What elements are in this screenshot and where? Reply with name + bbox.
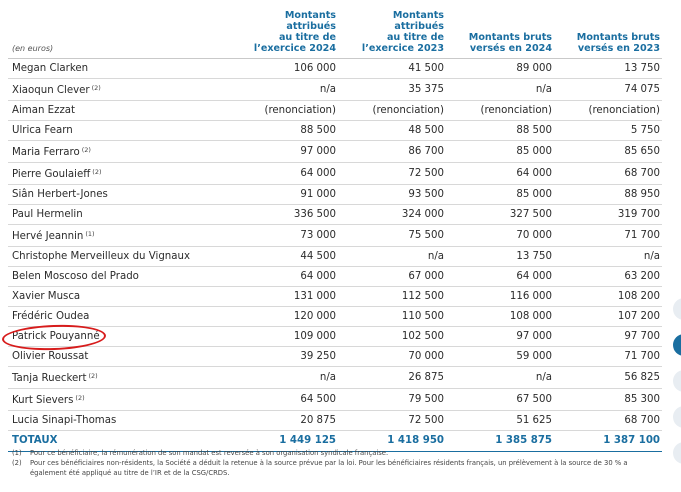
amount-cell: 120 000 xyxy=(230,307,338,327)
table-row xyxy=(8,101,662,121)
side-nav-dot[interactable] xyxy=(673,298,681,320)
side-nav-dot[interactable] xyxy=(673,370,681,392)
footnote-ref: (1) xyxy=(85,230,95,238)
amount-cell: 70 000 xyxy=(338,347,446,367)
table-row xyxy=(8,59,662,79)
amount-cell: 88 950 xyxy=(554,185,662,205)
amount-cell: 85 000 xyxy=(446,141,554,163)
amount-cell: 51 625 xyxy=(446,411,554,431)
amount-cell: 324 000 xyxy=(338,205,446,225)
amount-cell: 106 000 xyxy=(230,59,338,79)
amount-cell: 71 700 xyxy=(554,347,662,367)
amount-cell: 91 000 xyxy=(230,185,338,205)
table-header-row xyxy=(8,8,662,59)
table-row xyxy=(8,367,662,389)
footnote-ref: (2) xyxy=(88,372,98,380)
beneficiary-name: Maria Ferraro $^{(2)}$ xyxy=(8,141,230,163)
beneficiary-name: Lucia Sinapi-Thomas xyxy=(8,411,230,431)
amount-cell: 20 875 xyxy=(230,411,338,431)
beneficiary-name: Xiaoqun Clever $^{(2)}$ xyxy=(8,79,230,101)
amount-cell: 56 825 xyxy=(554,367,662,389)
amount-cell: 67 000 xyxy=(338,267,446,287)
remuneration-table xyxy=(8,8,662,452)
amount-cell: 336 500 xyxy=(230,205,338,225)
beneficiary-name: Pierre Goulaieff $^{(2)}$ xyxy=(8,163,230,185)
table-row xyxy=(8,411,662,431)
footnote-ref: (2) xyxy=(92,168,102,176)
table-row xyxy=(8,287,662,307)
footnotes xyxy=(12,448,662,478)
amount-cell: (renonciation) xyxy=(230,101,338,121)
beneficiary-name: Hervé Jeannin $^{(1)}$ xyxy=(8,225,230,247)
amount-cell: 79 500 xyxy=(338,389,446,411)
amount-cell: 64 000 xyxy=(446,163,554,185)
amount-cell: (renonciation) xyxy=(554,101,662,121)
col-header-verses-2023: Montants bruts versés en 2023 xyxy=(554,8,662,59)
amount-cell: 70 000 xyxy=(446,225,554,247)
col-header-attribues-2024: Montants attribués au titre de l’exercice 2024 xyxy=(230,8,338,59)
total-amount-cell: 1 387 100 xyxy=(554,431,662,452)
amount-cell: 73 000 xyxy=(230,225,338,247)
side-nav-dot[interactable] xyxy=(673,406,681,428)
amount-cell: 102 500 xyxy=(338,327,446,347)
amount-cell: 88 500 xyxy=(230,121,338,141)
amount-cell: 89 000 xyxy=(446,59,554,79)
amount-cell: 74 075 xyxy=(554,79,662,101)
amount-cell: 131 000 xyxy=(230,287,338,307)
amount-cell: 109 000 xyxy=(230,327,338,347)
amount-cell: 26 875 xyxy=(338,367,446,389)
amount-cell: 97 000 xyxy=(446,327,554,347)
amount-cell: 63 200 xyxy=(554,267,662,287)
table-row xyxy=(8,141,662,163)
amount-cell: 59 000 xyxy=(446,347,554,367)
amount-cell: n/a xyxy=(230,367,338,389)
col-header-attribues-2023: Montants attribués au titre de l’exercice 2023 xyxy=(338,8,446,59)
amount-cell: 67 500 xyxy=(446,389,554,411)
amount-cell: 13 750 xyxy=(554,59,662,79)
amount-cell: 39 250 xyxy=(230,347,338,367)
amount-cell: 68 700 xyxy=(554,163,662,185)
amount-cell: 327 500 xyxy=(446,205,554,225)
amount-cell: n/a xyxy=(338,247,446,267)
unit-label: (en euros) xyxy=(8,8,230,59)
table-row xyxy=(8,389,662,411)
table-row xyxy=(8,79,662,101)
amount-cell: 75 500 xyxy=(338,225,446,247)
table-row xyxy=(8,163,662,185)
amount-cell: 64 000 xyxy=(230,267,338,287)
beneficiary-name: Ulrica Fearn xyxy=(8,121,230,141)
amount-cell: 41 500 xyxy=(338,59,446,79)
amount-cell: n/a xyxy=(446,79,554,101)
footnote-ref: (2) xyxy=(75,394,85,402)
amount-cell: 116 000 xyxy=(446,287,554,307)
beneficiary-name: Christophe Merveilleux du Vignaux xyxy=(8,247,230,267)
footnote-ref: (2) xyxy=(81,146,91,154)
amount-cell: 48 500 xyxy=(338,121,446,141)
amount-cell: 85 650 xyxy=(554,141,662,163)
amount-cell: 97 000 xyxy=(230,141,338,163)
amount-cell: n/a xyxy=(446,367,554,389)
total-label: TOTAUX xyxy=(8,431,230,452)
beneficiary-name: Xavier Musca xyxy=(8,287,230,307)
amount-cell: 97 700 xyxy=(554,327,662,347)
table-row xyxy=(8,185,662,205)
amount-cell: 112 500 xyxy=(338,287,446,307)
beneficiary-name: Kurt Sievers $^{(2)}$ xyxy=(8,389,230,411)
side-nav-dot-active[interactable] xyxy=(673,334,681,356)
footnote-1: (1) Pour ce bénéficiaire, la rémunération de son mandat est reversée à son organisation syndicale française. xyxy=(12,449,389,457)
amount-cell: 93 500 xyxy=(338,185,446,205)
col-header-verses-2024: Montants bruts versés en 2024 xyxy=(446,8,554,59)
amount-cell: 108 200 xyxy=(554,287,662,307)
amount-cell: 72 500 xyxy=(338,163,446,185)
amount-cell: n/a xyxy=(554,247,662,267)
amount-cell: (renonciation) xyxy=(338,101,446,121)
beneficiary-name: Aiman Ezzat xyxy=(8,101,230,121)
beneficiary-name: Belen Moscoso del Prado xyxy=(8,267,230,287)
amount-cell: 319 700 xyxy=(554,205,662,225)
amount-cell: 68 700 xyxy=(554,411,662,431)
beneficiary-name: Megan Clarken xyxy=(8,59,230,79)
beneficiary-name: Tanja Rueckert $^{(2)}$ xyxy=(8,367,230,389)
table-row xyxy=(8,121,662,141)
amount-cell: (renonciation) xyxy=(446,101,554,121)
total-amount-cell: 1 385 875 xyxy=(446,431,554,452)
beneficiary-name: Patrick Pouyanné xyxy=(8,327,230,347)
side-nav-dot[interactable] xyxy=(673,442,681,464)
amount-cell: 88 500 xyxy=(446,121,554,141)
amount-cell: n/a xyxy=(230,79,338,101)
amount-cell: 86 700 xyxy=(338,141,446,163)
table-row xyxy=(8,267,662,287)
amount-cell: 110 500 xyxy=(338,307,446,327)
amount-cell: 5 750 xyxy=(554,121,662,141)
amount-cell: 13 750 xyxy=(446,247,554,267)
beneficiary-name: Frédéric Oudea xyxy=(8,307,230,327)
table-row xyxy=(8,347,662,367)
amount-cell: 72 500 xyxy=(338,411,446,431)
footnote-2: (2) Pour ces bénéficiaires non-résidents, la Société a déduit la retenue à la source prévue par la loi. Pour les bénéficiaires résidents français, un prélèvement à la source de 30 % a également été appliqué au titre de l’IR et de la CSG/CRDS. xyxy=(12,459,628,477)
amount-cell: 107 200 xyxy=(554,307,662,327)
table-row xyxy=(8,247,662,267)
table-row xyxy=(8,307,662,327)
beneficiary-name: Olivier Roussat xyxy=(8,347,230,367)
amount-cell: 85 000 xyxy=(446,185,554,205)
amount-cell: 64 000 xyxy=(230,163,338,185)
amount-cell: 71 700 xyxy=(554,225,662,247)
amount-cell: 64 500 xyxy=(230,389,338,411)
amount-cell: 35 375 xyxy=(338,79,446,101)
footnote-ref: (2) xyxy=(91,84,101,92)
total-amount-cell: 1 449 125 xyxy=(230,431,338,452)
beneficiary-name: Siân Herbert-Jones xyxy=(8,185,230,205)
total-amount-cell: 1 418 950 xyxy=(338,431,446,452)
amount-cell: 44 500 xyxy=(230,247,338,267)
beneficiary-name: Paul Hermelin xyxy=(8,205,230,225)
table-row xyxy=(8,205,662,225)
amount-cell: 85 300 xyxy=(554,389,662,411)
amount-cell: 108 000 xyxy=(446,307,554,327)
table-row xyxy=(8,327,662,347)
table-row xyxy=(8,225,662,247)
amount-cell: 64 000 xyxy=(446,267,554,287)
